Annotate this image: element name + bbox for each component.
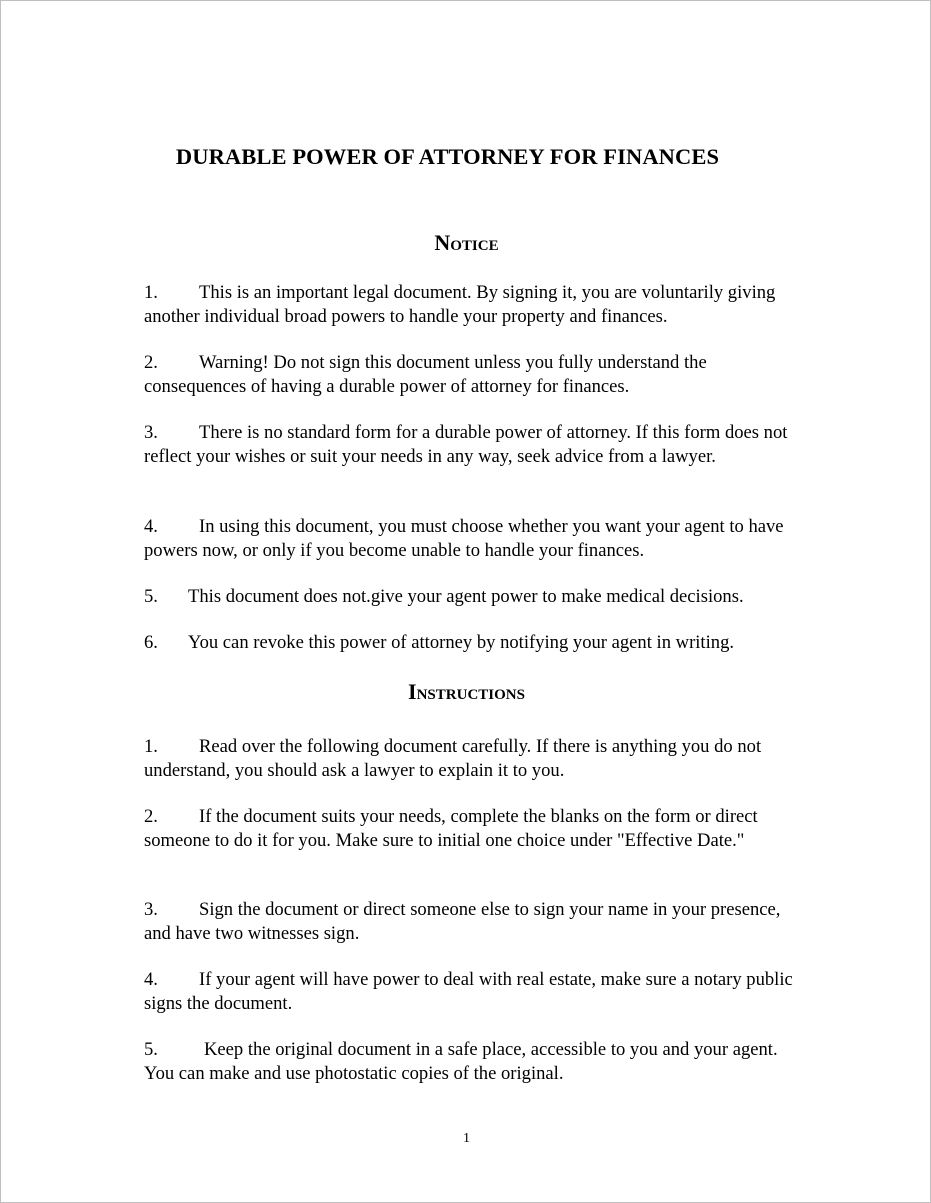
item-text: If your agent will have power to deal with real estate, make sure a notary public signs the document.	[144, 969, 793, 1014]
item-text: In using this document, you must choose whether you want your agent to have powers now, or only if you become unable to handle your finances.	[144, 516, 784, 561]
instruction-item	[144, 735, 794, 782]
instruction-item	[144, 805, 794, 852]
item-text: This is an important legal document. By signing it, you are voluntarily giving another individual broad powers to handle your property and finances.	[144, 282, 776, 327]
notice-item	[144, 631, 794, 655]
notice-item	[144, 421, 794, 468]
instructions-heading: Instructions	[408, 679, 525, 704]
item-number: 5.	[144, 586, 158, 607]
item-text: Warning! Do not sign this document unless you fully understand the consequences of having a durable power of attorney for finances.	[144, 352, 707, 397]
page-number: 1	[463, 1131, 470, 1146]
item-number: 4.	[144, 516, 158, 537]
item-text: Read over the following document carefully. If there is anything you do not understand, you should ask a lawyer to explain it to you.	[144, 736, 762, 781]
item-number: 3.	[144, 899, 158, 920]
document-title: DURABLE POWER OF ATTORNEY FOR FINANCES	[175, 144, 720, 169]
item-text: If the document suits your needs, complete the blanks on the form or direct someone to do it for you. Make sure to initial one choice under "Effective Date."	[144, 806, 758, 851]
instruction-item	[144, 968, 794, 1015]
item-number: 5.	[144, 1039, 158, 1060]
item-text: You can revoke this power of attorney by notifying your agent in writing.	[188, 632, 735, 653]
notice-item	[144, 515, 794, 562]
item-number: 1.	[144, 282, 158, 303]
item-number: 4.	[144, 969, 158, 990]
notice-item	[144, 351, 794, 398]
item-number: 3.	[144, 422, 158, 443]
item-number: 1.	[144, 736, 158, 757]
item-text: There is no standard form for a durable power of attorney. If this form does not reflect your wishes or suit your needs in any way, seek advice from a lawyer.	[144, 422, 788, 467]
item-text: Sign the document or direct someone else to sign your name in your presence, and have two witnesses sign.	[144, 899, 781, 944]
notice-item	[144, 585, 794, 609]
item-text: Keep the original document in a safe place, accessible to you and your agent. You can make and use photostatic copies of the original.	[144, 1039, 778, 1084]
item-number: 6.	[144, 632, 158, 653]
notice-heading: Notice	[434, 230, 499, 255]
item-number: 2.	[144, 352, 158, 373]
instruction-item	[144, 898, 794, 945]
instruction-item	[144, 1038, 794, 1085]
item-number: 2.	[144, 806, 158, 827]
item-text: This document does not.give your agent power to make medical decisions.	[188, 586, 744, 607]
notice-item	[144, 281, 794, 328]
